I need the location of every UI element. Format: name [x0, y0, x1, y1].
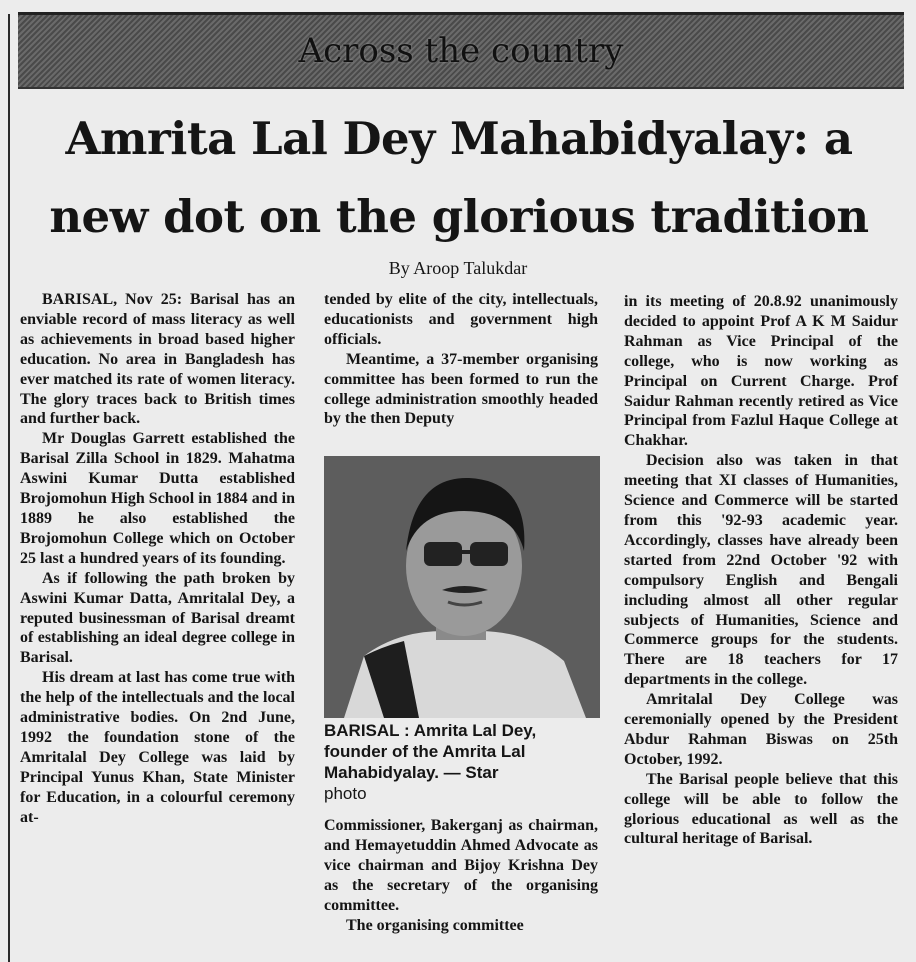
paragraph: Decision also was taken in that meeting that XI classes of Humanities, Science and Commerce will be started from this '92-93 academic year. Accordingly, classes have already been started from 22nd October '92 with compulsory English and Bengali including almost all other regular subjects of Humanities, Science and Commerce groups for the students. There are 18 teachers for 17 departments in the college. [624, 452, 898, 689]
caption-credit: photo [324, 784, 367, 803]
paragraph: Amritalal Dey College was ceremonially opened by the President Abdur Rahman Biswas on 25th October, 1992. [624, 691, 898, 768]
paragraph: Mr Douglas Garrett established the Barisal Zilla School in 1829. Mahatma Aswini Kumar Dutta established Brojomohun High School in 1884 and in 1889 he also established the Brojomohun College which on October 25 last a hundred years of its founding. [20, 430, 295, 567]
paragraph: The Barisal people believe that this college will be able to follow the glorious educational as well as the cultural heritage of Barisal. [624, 770, 898, 848]
headline-line-2: new dot on the glorious tradition [49, 190, 869, 243]
article-column-3 [624, 292, 898, 849]
article-column-2 [324, 290, 598, 429]
section-banner [18, 12, 904, 89]
article-column-2-continued [324, 816, 598, 935]
paragraph: As if following the path broken by Aswini Kumar Datta, Amritalal Dey, a reputed businessman of Barisal dreamt of establishing an ideal degree college in Barisal. [20, 569, 295, 667]
paragraph: in its meeting of 20.8.92 unanimously decided to appoint Prof A K M Saidur Rahman as Vice Principal of the college, who is now working as Principal on Current Charge. Prof Saidur Rahman recently retired as Vice Principal from Fazlul Haque College at Chakhar. [624, 293, 898, 450]
paragraph: Meantime, a 37-member organising committee has been formed to run the college administration smoothly headed by the then Deputy [324, 350, 598, 428]
section-title: Across the country [298, 31, 624, 71]
byline: By Aroop Talukdar [388, 258, 528, 278]
headline-line-1: Amrita Lal Dey Mahabidyalay: a [65, 112, 853, 165]
paragraph: tended by elite of the city, intellectuals, educationists and government high officials. [324, 291, 598, 348]
photo-caption [324, 720, 598, 804]
column-rule [8, 14, 10, 962]
article-column-1 [20, 290, 295, 827]
headline [14, 100, 904, 256]
paragraph: BARISAL, Nov 25: Barisal has an enviable record of mass literacy as well as achievements in broad based higher education. No area in Bangladesh has ever matched its rate of women literacy. The glory traces back to British times and further back. [20, 291, 295, 428]
paragraph: Commissioner, Bakerganj as chairman, and Hemayetuddin Ahmed Advocate as vice chairman and Bijoy Krishna Dey as the secretary of the organising committee. [324, 817, 598, 914]
paragraph: The organising committee [346, 916, 524, 934]
portrait-photo [324, 456, 600, 718]
portrait-image [324, 456, 600, 718]
paragraph: His dream at last has come true with the help of the intellectuals and the local administrative bodies. On 2nd June, 1992 the foundation stone of the Amritalal Dey College was laid by Principal Yunus Khan, State Minister for Education, in a colourful ceremony at- [20, 669, 295, 826]
caption-text: BARISAL : Amrita Lal Dey, founder of the Amrita Lal Mahabidyalay. — Star [324, 721, 537, 782]
